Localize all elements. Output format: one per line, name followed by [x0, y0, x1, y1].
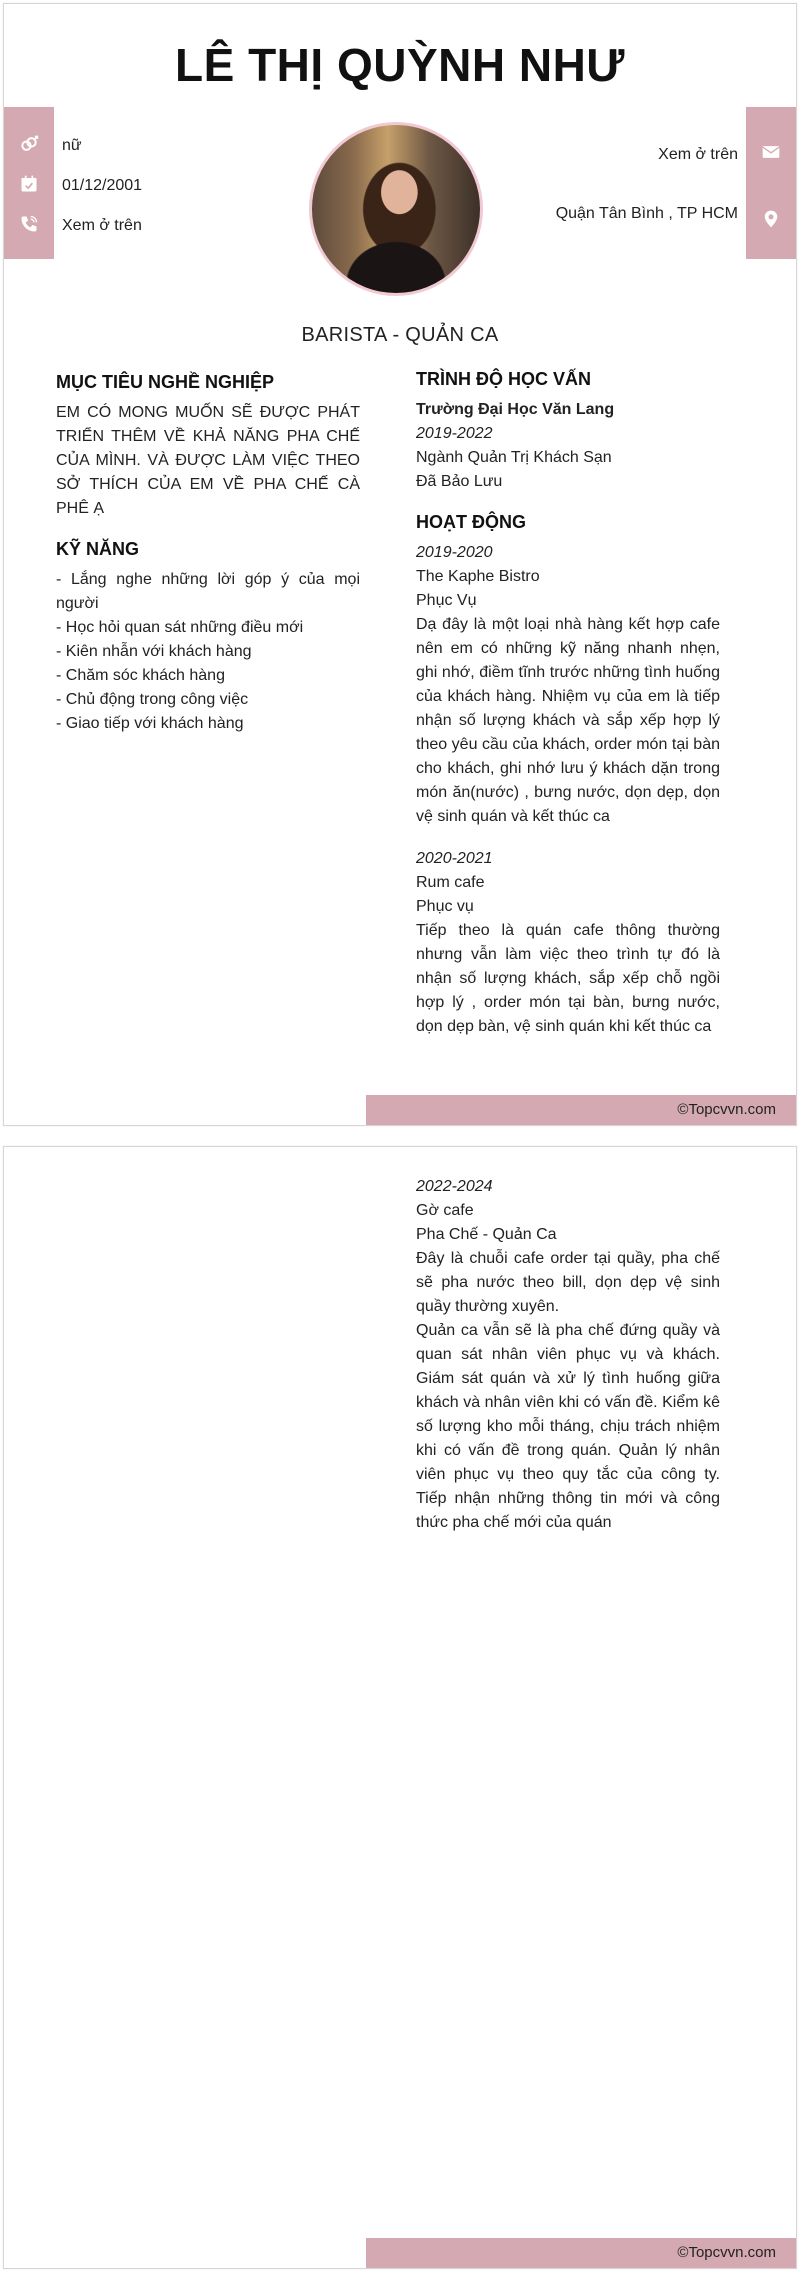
contact-address: Quận Tân Bình , TP HCM — [555, 205, 738, 222]
contact-email: Xem ở trên — [658, 146, 738, 163]
activities-title: HOẠT ĐỘNG — [416, 512, 526, 532]
candidate-name: LÊ THỊ QUỲNH NHƯ — [175, 39, 625, 91]
activity-period: 2020-2021 — [416, 850, 493, 867]
activity-description: Quản ca vẫn sẽ là pha chế đứng quầy và quan sát nhân viên phục vụ và khách. Giám sát quán và xử lý tình huống giữa khách và nhân viên khi có vấn đề. Kiểm kê số lượng kho mỗi tháng, chịu trách nhiệm khi có vấn đề trong quán. Quản lý nhân viên phục vụ theo quy tắc của công ty. Tiếp nhận những thông tin mới và công thức pha chế mới của quán — [416, 1322, 720, 1531]
activity-position: Pha Chế - Quản Ca — [416, 1226, 557, 1243]
objective-title: MỤC TIÊU NGHỀ NGHIỆP — [56, 372, 275, 392]
cv-page-2 — [3, 1146, 797, 2269]
mail-icon — [746, 137, 796, 167]
location-icon — [746, 204, 796, 234]
left-column — [56, 372, 360, 754]
activity-description: Dạ đây là một loại nhà hàng kết hợp cafe nên em có những kỹ năng nhanh nhẹn, ghi nhớ, điềm tĩnh trước những tình huống của khách hàng. Nhiệm vụ của em là tiếp nhận số lượng khách và sắp xếp hợp lý theo yêu cầu của khách, order món tại bàn cho khách, ghi nhớ lưu ý khách dặn trong món ăn(nước) , bưng nước, dọn dẹp, dọn vệ sinh quán và kết thúc ca — [416, 616, 720, 825]
gender-icon — [4, 129, 54, 159]
phone-icon — [4, 209, 54, 239]
education-status: Đã Bảo Lưu — [416, 473, 503, 490]
skill-item: - Lắng nghe những lời góp ý của mọi người — [56, 571, 360, 612]
skill-item: - Học hỏi quan sát những điều mới — [56, 619, 304, 636]
left-icon-bar — [4, 107, 54, 259]
contact-phone: Xem ở trên — [62, 217, 142, 234]
contact-gender: nữ — [62, 137, 82, 154]
calendar-icon — [4, 169, 54, 199]
skill-item: - Giao tiếp với khách hàng — [56, 715, 244, 732]
activity-description: Đây là chuỗi cafe order tại quầy, pha chế sẽ pha nước theo bill, dọn dẹp vệ sinh quầy thường xuyên. — [416, 1250, 720, 1315]
cv-page-1 — [3, 3, 797, 1126]
activity-position: Phục Vụ — [416, 592, 477, 609]
activity-description: Tiếp theo là quán cafe thông thường nhưng vẫn làm việc theo trình tự đó là nhận số lượng khách, sắp xếp chỗ ngồi hợp lý , order món tại bàn, bưng nước, dọn dẹp bàn, vệ sinh quán khi kết thúc ca — [416, 922, 720, 1035]
education-school: Trường Đại Học Văn Lang — [416, 401, 615, 418]
skill-item: - Kiên nhẫn với khách hàng — [56, 643, 252, 660]
footer-watermark: ©Topcvvn.com — [366, 2238, 796, 2268]
right-icon-bar — [746, 107, 796, 259]
activity-company: Rum cafe — [416, 874, 485, 891]
activity-period: 2022-2024 — [416, 1178, 493, 1195]
skill-item: - Chủ động trong công việc — [56, 691, 249, 708]
activity-item — [416, 1175, 720, 1535]
activity-item — [416, 541, 720, 829]
skills-title: KỸ NĂNG — [56, 539, 140, 559]
activity-item — [416, 847, 720, 1039]
right-column-continued — [416, 1175, 720, 1553]
activity-company: The Kaphe Bistro — [416, 568, 540, 585]
avatar — [309, 122, 483, 296]
footer-watermark: ©Topcvvn.com — [366, 1095, 796, 1125]
activity-company: Gờ cafe — [416, 1202, 474, 1219]
education-period: 2019-2022 — [416, 425, 493, 442]
activity-position: Phục vụ — [416, 898, 474, 915]
objective-text: EM CÓ MONG MUỐN SẼ ĐƯỢC PHÁT TRIỂN THÊM VỀ KHẢ NĂNG PHA CHẾ CỦA MÌNH. VÀ ĐƯỢC LÀM VIỆC THEO SỞ THÍCH CỦA EM VỀ PHA CHẾ CÀ PHÊ Ạ — [56, 404, 360, 517]
skill-item: - Chăm sóc khách hàng — [56, 667, 225, 684]
activity-period: 2019-2020 — [416, 544, 493, 561]
right-column — [416, 369, 720, 1057]
contact-birthdate: 01/12/2001 — [62, 177, 143, 194]
education-title: TRÌNH ĐỘ HỌC VẤN — [416, 369, 591, 389]
education-major: Ngành Quản Trị Khách Sạn — [416, 449, 612, 466]
job-title: BARISTA - QUẢN CA — [301, 324, 499, 346]
